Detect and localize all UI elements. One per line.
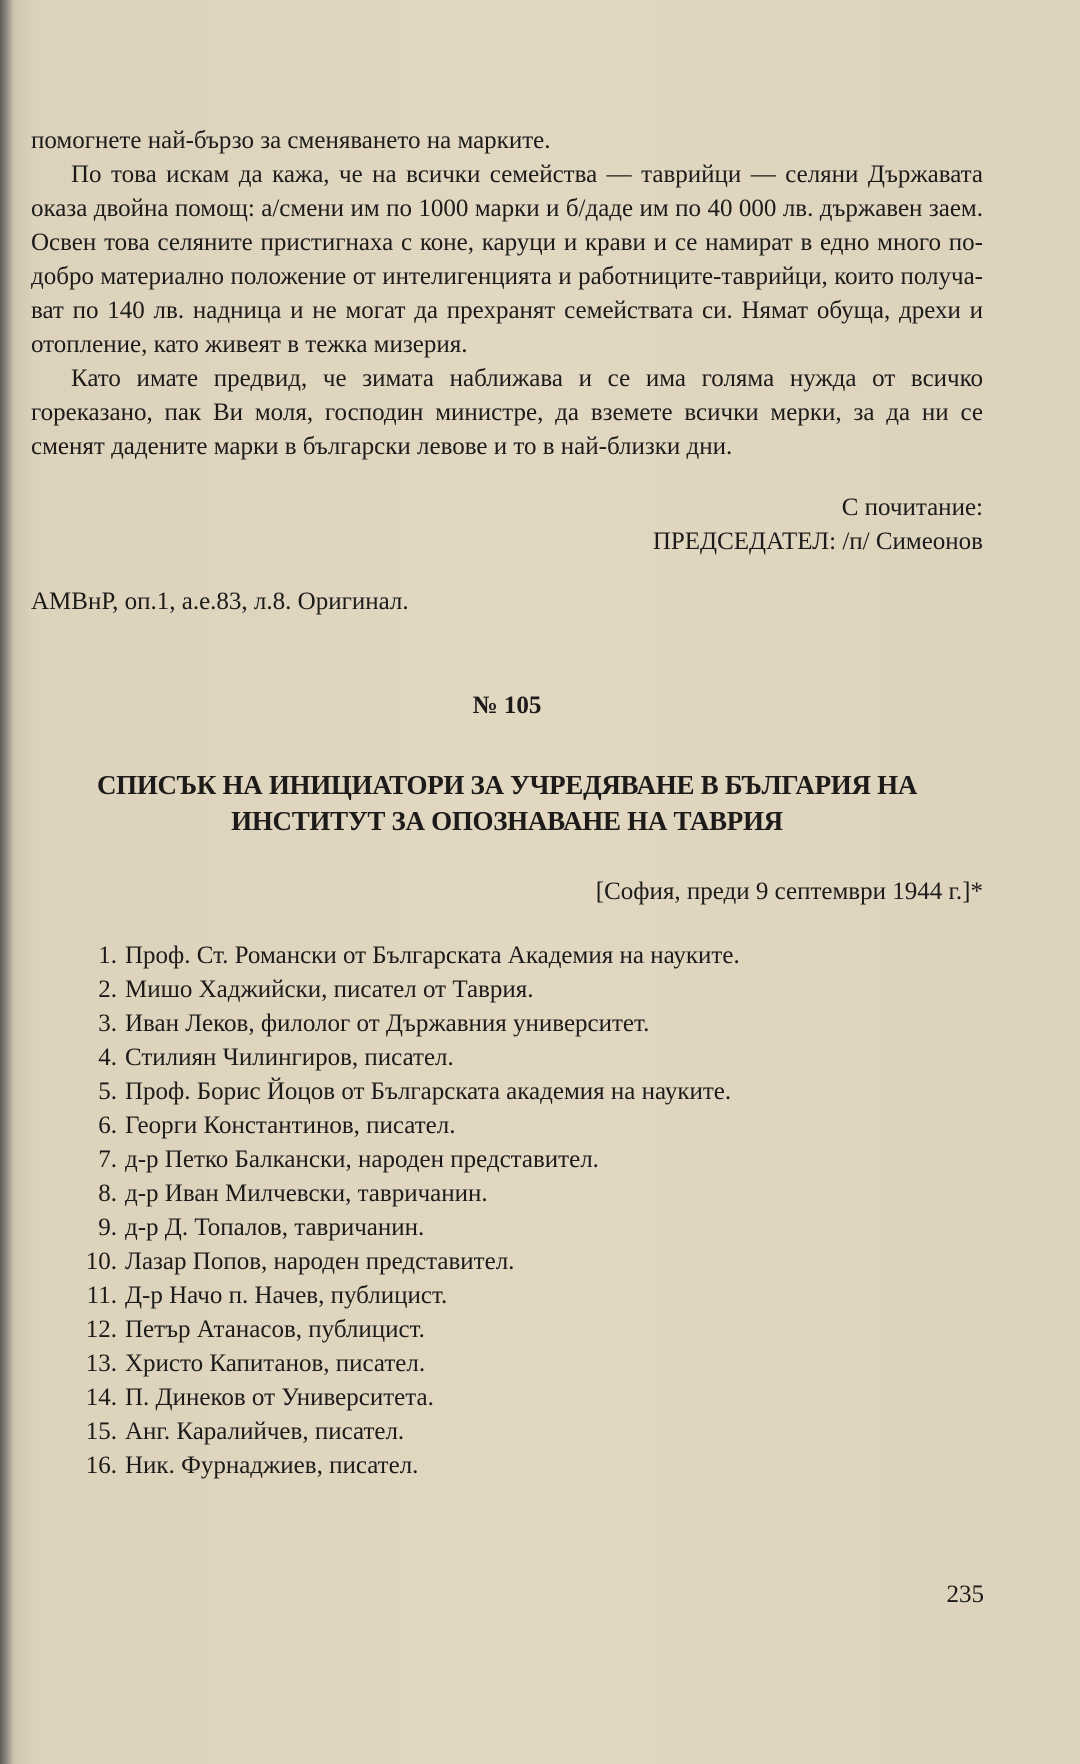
list-item-number: 6. [98,1112,117,1139]
list-item-text: Стилиян Чилингиров, писател. [125,1044,454,1071]
list-item [31,1381,983,1415]
list-item [31,1279,983,1313]
list-item-number: 16. [85,1452,117,1479]
letter-paragraph-2: По това искам да кажа, че на всички семейства — таврийци — селяни Държавата оказа двойна помощ: а/смени им по 1000 марки и б/даде им по 40 000 лв. държавен заем. Освен това селяните пристигнаха с коне, каруци и крави и се намират в едно много по-добро материално положение от интелигенцията и работниците-таврийци, които получават по 140 лв. надница и не могат да прехранят семействата си. Нямат обуща, дрехи и отопление, като живеят в тежка мизерия. [31,161,983,358]
list-item-text: д-р Д. Топалов, тавричанин. [125,1214,425,1241]
list-item-text: Иван Леков, филолог от Държавния университет. [125,1010,650,1037]
list-item-text: д-р Петко Балкански, народен представител. [125,1146,599,1173]
list-item-number: 10. [85,1248,117,1275]
list-item-number: 5. [98,1078,117,1105]
list-item-text: Петър Атанасов, публицист. [125,1316,425,1343]
list-item [31,1415,983,1449]
closing-salutation: С почитание: [841,494,983,521]
list-item [31,973,983,1007]
letter-closing [31,491,983,559]
list-item-number: 9. [98,1214,117,1241]
list-item-text: Лазар Попов, народен представител. [125,1248,515,1275]
list-item-number: 3. [98,1010,117,1037]
list-item-number: 4. [98,1044,117,1071]
list-item-text: Ник. Фурнаджиев, писател. [125,1452,419,1479]
list-item-number: 11. [86,1282,117,1309]
list-item-number: 1. [98,942,117,969]
list-item [31,1007,983,1041]
list-item-text: Проф. Борис Йоцов от Българската академия на науките. [125,1078,732,1105]
list-item [31,1041,983,1075]
list-item-text: Д-р Начо п. Начев, публицист. [125,1282,448,1309]
list-item-number: 7. [98,1146,117,1173]
list-item [31,1109,983,1143]
list-item [31,939,983,973]
page-number: 235 [946,1581,984,1608]
document-title-line-2: ИНСТИТУТ ЗА ОПОЗНАВАНЕ НА ТАВРИЯ [231,806,783,836]
list-item-text: П. Динеков от Университета. [125,1384,434,1411]
list-item [31,1347,983,1381]
page-content [31,124,983,1483]
list-item-number: 14. [85,1384,117,1411]
document-number: № 105 [472,692,542,719]
initiators-list [31,939,983,1483]
list-item [31,1143,983,1177]
list-item [31,1449,983,1483]
letter-paragraph-3: Като имате предвид, че зимата наближава и се има голяма нужда от всичко гореказано, пак Ви моля, господин министре, да вземете всички мерки, за да ни се сменят дадените марки в български левове и то в най-близки дни. [31,365,983,460]
list-item [31,1245,983,1279]
list-item-number: 12. [85,1316,117,1343]
list-item [31,1075,983,1109]
document-dateline: [София, преди 9 септември 1944 г.]* [595,878,983,905]
list-item [31,1313,983,1347]
letter-paragraph-1: помогнете най-бързо за сменяването на марките. [31,127,551,154]
list-item-text: д-р Иван Милчевски, тавричанин. [125,1180,488,1207]
list-item-text: Мишо Хаджийски, писател от Таврия. [125,976,534,1003]
archive-source: АМВнР, оп.1, а.е.83, л.8. Оригинал. [31,588,409,615]
list-item-number: 2. [98,976,117,1003]
list-item [31,1177,983,1211]
list-item-text: Анг. Каралийчев, писател. [125,1418,405,1445]
document-title [31,767,983,839]
list-item-text: Георги Константинов, писател. [125,1112,456,1139]
list-item-text: Христо Капитанов, писател. [125,1350,426,1377]
list-item-text: Проф. Ст. Романски от Българската Академия на науките. [125,942,740,969]
list-item-number: 8. [98,1180,117,1207]
closing-signature: ПРЕДСЕДАТЕЛ: /п/ Симеонов [652,528,983,555]
list-item-number: 13. [85,1350,117,1377]
list-item-number: 15. [85,1418,117,1445]
list-item [31,1211,983,1245]
document-title-line-1: СПИСЪК НА ИНИЦИАТОРИ ЗА УЧРЕДЯВАНЕ В БЪЛГАРИЯ НА [96,770,918,800]
